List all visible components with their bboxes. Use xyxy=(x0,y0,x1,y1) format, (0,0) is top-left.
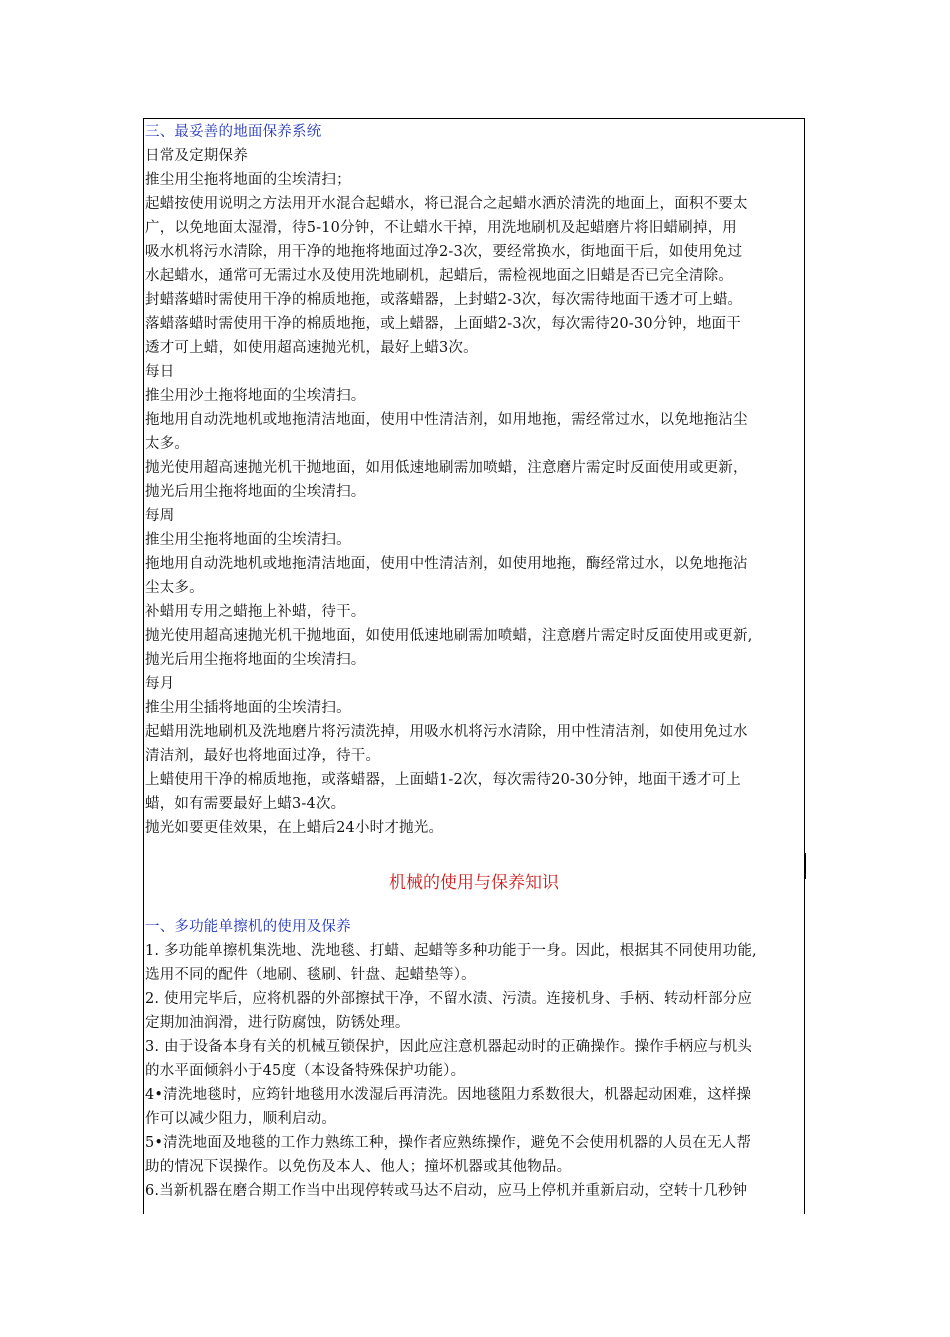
text-line: 推尘用沙土拖将地面的尘埃清扫。 xyxy=(145,388,366,404)
text-line: 推尘用尘插将地面的尘埃清扫。 xyxy=(145,700,351,716)
text-line: 尘太多。 xyxy=(145,580,204,596)
text-line: 的水平面倾斜小于45度（本设备特殊保护功能）。 xyxy=(145,1063,466,1079)
text-line: 拖地用自动洗地机或地拖清洁地面，使用中性清洁剂，如用地拖，需经常过水，以免地拖沾尘 xyxy=(145,412,748,428)
text-line: 吸水机将污水清除，用干净的地拖将地面过净2-3次，要经常换水，街地面干后，如使用免过 xyxy=(145,244,743,260)
text-line: 上蜡使用干净的棉质地拖，或落蜡器，上面蜡1-2次，每次需待20-30分钟，地面干透才可上 xyxy=(145,772,741,788)
text-line: 助的情况下误操作。以免伤及本人、他人；撞坏机器或其他物品。 xyxy=(145,1159,572,1175)
text-line: 每日 xyxy=(145,364,175,380)
text-line: 1. 多功能单擦机集洗地、洗地毯、打蜡、起蜡等多种功能于一身。因此，根据其不同使用功能, xyxy=(145,943,757,959)
page-title: 机械的使用与保养知识 xyxy=(389,873,559,893)
text-line: 透才可上蜡，如使用超高速抛光机，最好上蜡3次。 xyxy=(145,340,478,356)
text-line: 每周 xyxy=(145,508,175,524)
text-line: 6.当新机器在磨合期工作当中出现停转或马达不启动，应马上停机并重新启动，空转十几秒钟 xyxy=(145,1183,748,1199)
text-line: 抛光如要更佳效果，在上蜡后24小时才抛光。 xyxy=(145,820,444,836)
text-line: 4•清洗地毯时，应筠针地毯用水泼湿后再清洗。因地毯阻力系数很大，机器起动困难，这样操 xyxy=(145,1087,752,1103)
text-line: 补蜡用专用之蜡拖上补蜡，待干。 xyxy=(145,604,366,620)
text-line: 抛光使用超高速抛光机干抛地面，如用低速地刷需加喷蜡，注意磨片需定时反面使用或更新， xyxy=(145,460,748,476)
text-line: 封蜡落蜡时需使用干净的棉质地拖，或落蜡器，上封蜡2-3次，每次需待地面干透才可上蜡。 xyxy=(145,292,743,308)
text-line: 抛光后用尘拖将地面的尘埃清扫。 xyxy=(145,484,366,500)
text-line: 推尘用尘拖将地面的尘埃清扫。 xyxy=(145,532,351,548)
section-heading: 三、最妥善的地面保养系统 xyxy=(145,124,322,140)
text-line: 2. 使用完毕后，应将机器的外部擦拭干净，不留水渍、污渍。连接机身、手柄、转动杆部分应 xyxy=(145,991,753,1007)
section-body xyxy=(145,939,804,1203)
section-body xyxy=(145,144,804,840)
text-line: 起蜡按使用说明之方法用开水混合起蜡水，将已混合之起蜡水洒於清洗的地面上，面积不要太 xyxy=(145,196,748,212)
section-divider xyxy=(144,855,804,863)
text-line: 抛光使用超高速抛光机干抛地面，如使用低速地刷需加喷蜡，注意磨片需定时反面使用或更新, xyxy=(145,628,753,644)
text-line: 太多。 xyxy=(145,436,190,452)
text-line: 定期加油润滑，进行防腐蚀，防锈处理。 xyxy=(145,1015,410,1031)
text-line: 日常及定期保养 xyxy=(145,148,248,164)
document-frame xyxy=(143,118,805,1214)
text-line: 5•清洗地面及地毯的工作力熟练工种，操作者应熟练操作，避免不会使用机器的人员在无人帮 xyxy=(145,1135,752,1151)
section-heading: 一、多功能单擦机的使用及保养 xyxy=(145,919,351,935)
text-line: 广，以免地面太湿滑，待5-10分钟，不让蜡水干掉，用洗地刷机及起蜡磨片将旧蜡刷掉，用 xyxy=(145,220,737,236)
text-line: 水起蜡水，通常可无需过水及使用洗地刷机，起蜡后，需检视地面之旧蜡是否已完全清除。 xyxy=(145,268,733,284)
text-line: 拖地用自动洗地机或地拖清洁地面，使用中性清洁剂，如使用地拖，酶经常过水，以免地拖沾 xyxy=(145,556,748,572)
text-line: 抛光后用尘拖将地面的尘埃清扫。 xyxy=(145,652,366,668)
section-floor-care xyxy=(144,119,804,840)
text-line: 落蜡落蜡时需使用干净的棉质地拖，或上蜡器，上面蜡2-3次，每次需待20-30分钟，地面干 xyxy=(145,316,741,332)
section-machine-care xyxy=(145,915,804,1203)
text-line: 每月 xyxy=(145,676,175,692)
text-line: 推尘用尘拖将地面的尘埃清扫； xyxy=(145,172,351,188)
text-line: 清洁剂，最好也将地面过净，待干。 xyxy=(145,748,381,764)
text-line: 起蜡用洗地刷机及洗地磨片将污渍洗掉，用吸水机将污水清除，用中性清洁剂，如使用免过水 xyxy=(145,724,748,740)
text-line: 作可以减少阻力，顺利启动。 xyxy=(145,1111,337,1127)
text-line: 蜡，如有需要最好上蜡3-4次。 xyxy=(145,796,346,812)
text-line: 选用不同的配件（地刷、毯刷、针盘、起蜡垫等）。 xyxy=(145,967,476,983)
text-line: 3. 由于设备本身有关的机械互锁保护，因此应注意机器起动时的正确操作。操作手柄应与机头 xyxy=(145,1039,753,1055)
